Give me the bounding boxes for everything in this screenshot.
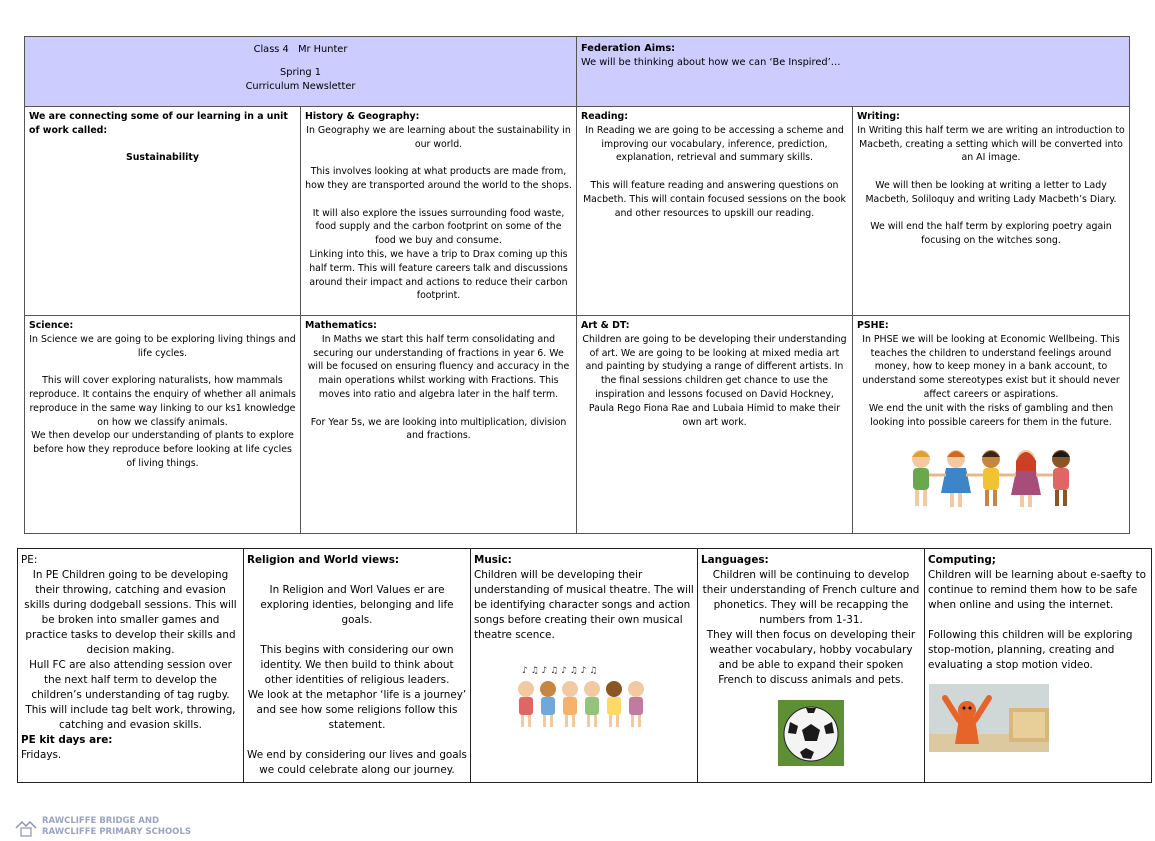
pe-kit-days: Fridays. [21, 749, 62, 761]
computing-title: Computing; [928, 554, 996, 566]
federation-aims-text: We will be thinking about how we can ‘Be Inspired’… [581, 57, 841, 68]
curriculum-table-bottom [17, 548, 1152, 783]
writing-title: Writing: [857, 111, 900, 122]
children-holding-hands-image [857, 443, 1125, 513]
school-name-line-1: RAWCLIFFE BRIDGE AND [42, 816, 160, 826]
singing-children-image [512, 663, 694, 734]
history-text-2: This involves looking at what products are made from, how they are transported around the world to the shops. [305, 166, 572, 191]
music-title: Music: [474, 554, 512, 566]
religion-cell [244, 549, 471, 783]
science-text-1: In Science we are going to be exploring living things and life cycles. [29, 333, 296, 359]
maths-title: Mathematics: [305, 320, 377, 331]
unit-name: Sustainability [126, 152, 199, 164]
class-title: Class 4 Mr Hunter [253, 44, 348, 55]
religion-title: Religion and World views: [247, 554, 400, 566]
history-text-3: It will also explore the issues surrounding food waste, food supply and the carbon footprint on some of the food we buy and consume. [312, 207, 565, 247]
school-logo [14, 816, 191, 838]
writing-text-2: We will then be looking at writing a letter to Lady Macbeth, Soliloquy and writing Lady Macbeth’s Diary. [865, 179, 1117, 205]
languages-text-1: Children will be continuing to develop their understanding of French culture and phonetics. They will be recapping the numbers from 1-31. [702, 569, 920, 626]
pe-cell [18, 549, 244, 783]
row-2 [25, 316, 1130, 534]
pe-text-2: Hull FC are also attending session over the next half term to develop the children’s understanding of tag rugby. This will include tag belt work, throwing, catching and evasion skills. [25, 659, 236, 731]
header-row [25, 37, 1130, 107]
science-cell [25, 316, 301, 534]
writing-text-1: In Writing this half term we are writing an introduction to Macbeth, creating a setting which will be converted into an AI image. [857, 124, 1125, 164]
religion-text-3: We look at the metaphor ‘life is a journey’ and see how some religions follow this statement. [247, 689, 467, 731]
history-cell [301, 107, 577, 316]
science-title: Science: [29, 320, 74, 331]
pe-title: PE: [21, 554, 38, 566]
maths-cell [301, 316, 577, 534]
computing-text-1: Children will be learning about e-saefty to continue to remind them how to be safe when online and using the internet. [928, 569, 1147, 611]
pe-text-1: In PE Children going to be developing their throwing, catching and evasion skills during dodgeball sessions. This will be broken into smaller games and practice tasks to develop their skills and decision making. [24, 569, 237, 656]
pshe-text-1: In PHSE we will be looking at Economic Wellbeing. This teaches the children to understand feelings around money, how to keep money in a bank account, to understand some stereotypes exist but it should never affect careers or aspirations. [862, 333, 1120, 400]
languages-text-2: They will then focus on developing their weather vocabulary, hobby vocabulary and be able to expand their spoken French to discuss animals and pets. [706, 629, 916, 686]
reading-cell [577, 107, 853, 316]
religion-text-1: In Religion and Worl Values er are exploring identies, belonging and life goals. [260, 584, 454, 626]
languages-cell [698, 549, 925, 783]
languages-title: Languages: [701, 554, 769, 566]
football-image [778, 700, 844, 766]
music-text-1: Children will be developing their understanding of musical theatre. The will be identifying character songs and action songs before creating their own musical theatre scence. [474, 569, 694, 641]
science-text-3: We then develop our understanding of plants to explore before how they reproduce before looking at life cycles of living things. [31, 430, 294, 469]
federation-aims-title: Federation Aims: [581, 43, 676, 54]
maths-text-1: In Maths we start this half term consolidating and securing our understanding of fractions in year 6. We will be focused on ensuring fluency and accuracy in the main operations whilst working with Fractions. This moves into ratio and algebra later in the half term. [307, 333, 570, 400]
pe-kit-label: PE kit days are: [21, 734, 113, 746]
art-text-1: Children are going to be developing their understanding of art. We are going to be looking at mixed media art and painting by studying a range of different artists. In the final sessions children get chance to use the inspiration and lessons focused on David Hockney, Paula Rego Fiona Rae and Lubaia Himid to make their own art work. [582, 333, 847, 428]
pshe-text-2: We end the unit with the risks of gambling and then looking into possible careers for them in the future. [868, 402, 1114, 428]
newsletter-title: Curriculum Newsletter [245, 81, 356, 92]
svg-text:♪ ♫ ♪ ♫ ♪ ♫ ♪ ♫: ♪ ♫ ♪ ♫ ♪ ♫ ♪ ♫ [522, 666, 598, 676]
curriculum-table-top [24, 36, 1130, 534]
history-text-1: In Geography we are learning about the sustainability in our world. [306, 124, 571, 150]
history-text-4: Linking into this, we have a trip to Drax coming up this half term. This will feature careers talk and discussions around their impact and actions to reduce their carbon footprint. [309, 248, 568, 302]
history-title: History & Geography: [305, 111, 420, 122]
reading-text-1: In Reading we are going to be accessing a scheme and improving our vocabulary, inference, prediction, explanation, retrieval and summary skills. [585, 124, 844, 164]
computing-cell [925, 549, 1152, 783]
row-1 [25, 107, 1130, 316]
row-3 [18, 549, 1152, 783]
art-cell [577, 316, 853, 534]
writing-text-3: We will end the half term by exploring poetry again focusing on the witches song. [870, 221, 1112, 247]
pshe-title: PSHE: [857, 320, 889, 331]
science-text-2: This will cover exploring naturalists, how mammals reproduce. It contains the enquiry of whether all animals reproduce in the same way linking to our ks1 knowledge on how we classify animals. [29, 375, 296, 428]
computing-text-2: Following this children will be exploring stop-motion, planning, creating and evaluating a stop motion video. [928, 629, 1133, 671]
header-class-cell [25, 37, 577, 107]
writing-cell [853, 107, 1130, 316]
music-cell [471, 549, 698, 783]
school-name-line-2: RAWCLIFFE PRIMARY SCHOOLS [42, 827, 191, 837]
stop-motion-image [929, 684, 1049, 752]
reading-text-2: This will feature reading and answering questions on Macbeth. This will contain focused sessions on the book and other resources to upskill our reading. [583, 179, 846, 219]
unit-intro: We are connecting some of our learning in a unit of work called: [29, 111, 288, 136]
pshe-cell [853, 316, 1130, 534]
school-crest-icon [14, 816, 38, 838]
unit-cell [25, 107, 301, 316]
religion-text-2: This begins with considering our own identity. We then build to think about other identities of religious leaders. [260, 644, 454, 686]
reading-title: Reading: [581, 111, 628, 122]
religion-text-4: We end by considering our lives and goals we could celebrate along our journey. [247, 749, 467, 776]
maths-text-2: For Year 5s, we are looking into multiplication, division and fractions. [310, 416, 567, 442]
term-label: Spring 1 [280, 67, 321, 78]
federation-aims-cell [577, 37, 1130, 107]
art-title: Art & DT: [581, 320, 630, 331]
